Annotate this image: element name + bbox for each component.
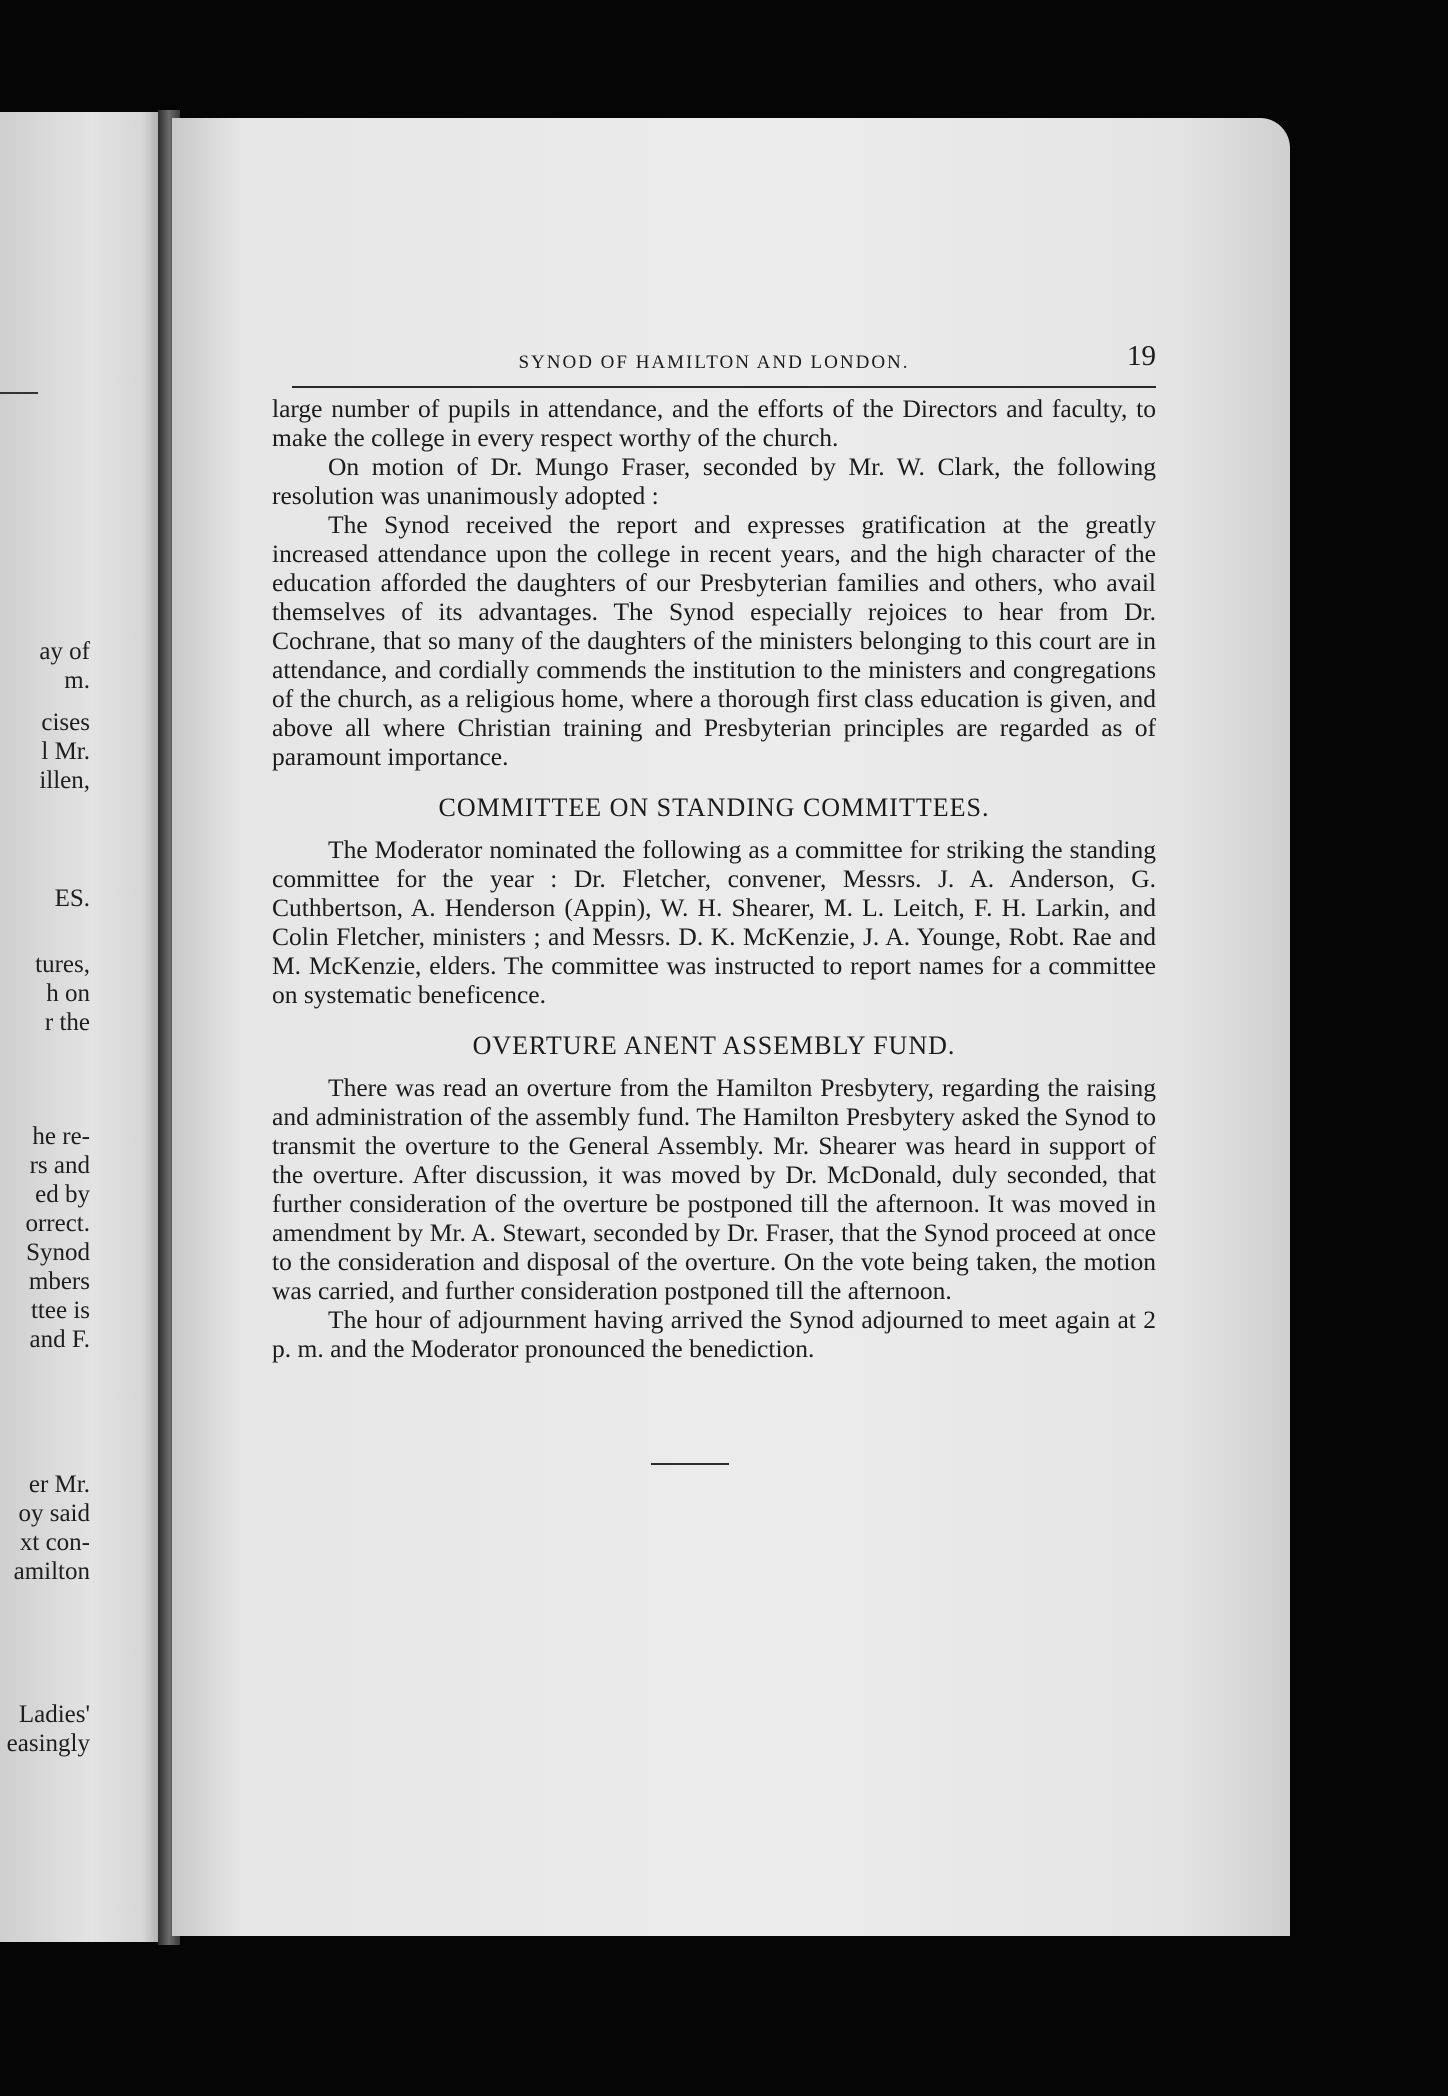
paragraph: The hour of adjournment having arrived the Synod adjourned to meet again at 2 p. m. and the Moderator pronounced the benediction. — [272, 1305, 1156, 1363]
facing-page — [0, 112, 168, 1942]
facing-page-rule — [0, 392, 38, 394]
section-heading: COMMITTEE ON STANDING COMMITTEES. — [438, 793, 990, 822]
page-number: 19 — [1127, 340, 1156, 372]
paragraph: There was read an overture from the Hamilton Presbytery, regarding the raising and administration of the assembly fund. The Hamilton Presbytery asked the Synod to transmit the overture to the General Assembly. Mr. Shearer was heard in support of the overture. After discussion, it was moved by Dr. McDonald, duly seconded, that further consideration of the overture be postponed till the afternoon. It was moved in amendment by Mr. A. Stewart, seconded by Dr. Fraser, that the Synod proceed at once to the consideration and disposal of the overture. On the vote being taken, the motion was carried, and further consideration postponed till the afternoon. — [272, 1073, 1156, 1305]
facing-page-fragment: mbers — [28, 1268, 90, 1295]
facing-page-fragment: amilton — [13, 1558, 90, 1585]
facing-page-fragment: xt con- — [19, 1529, 90, 1556]
facing-page-fragment: ed by — [35, 1181, 90, 1208]
facing-page-fragment: er Mr. — [28, 1471, 90, 1498]
closing-rule — [651, 1463, 729, 1465]
paragraph: large number of pupils in attendance, and the efforts of the Directors and faculty, to make the college in every respect worthy of the church. — [272, 394, 1156, 452]
facing-page-fragment: and F. — [29, 1326, 90, 1353]
page-content — [272, 340, 1156, 1465]
facing-page-fragment: he re- — [32, 1123, 90, 1150]
header-rule — [292, 386, 1156, 388]
facing-page-fragment: ES. — [54, 885, 90, 912]
facing-page-fragment: oy said — [18, 1500, 90, 1527]
facing-page-fragment: Ladies' — [18, 1701, 90, 1728]
paragraph: The Moderator nominated the following as a committee for striking the standing committee for the year : Dr. Fletcher, convener, Messrs. J. A. Anderson, G. Cuthbertson, A. Henderson (Appin), W. H. Shearer, M. L. Leitch, F. H. Larkin, and Colin Fletcher, ministers ; and Messrs. D. K. McKenzie, J. A. Younge, Robt. Rae and M. McKenzie, elders. The committee was instructed to report names for a committee on systematic beneficence. — [272, 835, 1156, 1009]
facing-page-fragment: Synod — [26, 1239, 90, 1266]
facing-page-fragment: easingly — [6, 1730, 90, 1757]
section-heading: OVERTURE ANENT ASSEMBLY FUND. — [472, 1031, 956, 1060]
paragraph: On motion of Dr. Mungo Fraser, seconded by Mr. W. Clark, the following resolution was unanimously adopted : — [272, 452, 1156, 510]
facing-page-fragment: rs and — [29, 1152, 90, 1179]
facing-page-fragment: l Mr. — [41, 738, 90, 765]
resolution-paragraph: The Synod received the report and expresses gratification at the greatly increased attendance upon the college in recent years, and the high character of the education afforded the daughters of our Presbyterian families and others, who avail themselves of its advantages. The Synod especially rejoices to hear from Dr. Cochrane, that so many of the daughters of the ministers belonging to this court are in attendance, and cordially commends the institution to the ministers and congregations of the church, as a religious home, where a thorough first class education is given, and above all where Christian training and Presbyterian principles are regarded as of paramount importance. — [272, 510, 1156, 771]
facing-page-fragment: m. — [64, 667, 90, 694]
facing-page-fragment: r the — [44, 1009, 90, 1036]
facing-page-fragment: orrect. — [25, 1210, 90, 1237]
facing-page-fragment: tures, — [35, 951, 90, 978]
facing-page-fragment: illen, — [39, 767, 90, 794]
running-header — [272, 340, 1156, 380]
running-title: SYNOD OF HAMILTON AND LONDON. — [518, 352, 910, 373]
facing-page-fragment: ttee is — [30, 1297, 90, 1324]
facing-page-fragment: ay of — [39, 638, 90, 665]
facing-page-fragment: h on — [46, 980, 90, 1007]
facing-page-fragment: cises — [41, 709, 90, 736]
